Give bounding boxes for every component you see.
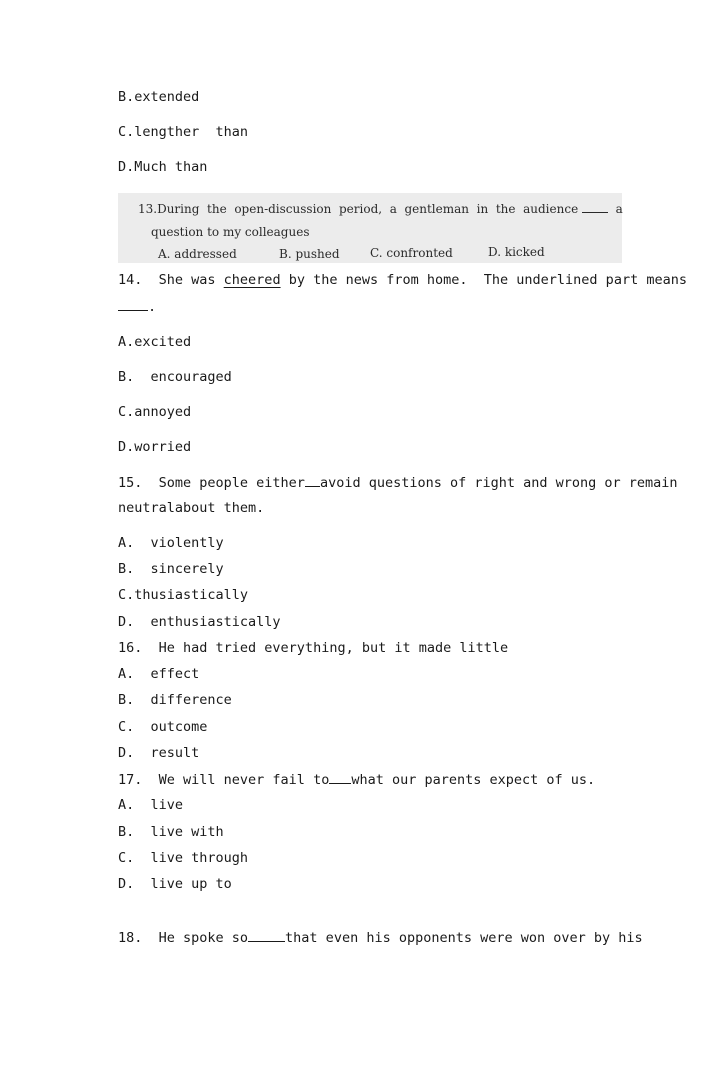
q14-underlined-word: cheered [223,272,281,288]
q16-option-d: D. result [118,745,200,761]
q14-stem-line2: . [118,298,156,315]
q16-option-c: C. outcome [118,719,208,735]
q16-stem: 16. He had tried everything, but it made little [118,640,509,656]
q14-option-d: D.worried [118,439,192,455]
q17-option-a: A. live [118,797,184,813]
q14-option-b: B. encouraged [118,369,232,385]
q17-option-c: C. live through [118,850,249,866]
q13-option-b: B. pushed [279,247,340,261]
q15-option-b: B. sincerely [118,561,224,577]
q13-blank [582,202,608,213]
q18-blank [248,929,285,942]
q15-option-a: A. violently [118,535,224,551]
q18-stem: 18. He spoke so that even his opponents were won over by his [118,930,643,946]
q14-stem: 14. She was cheered by the news from home. The underlined part means [118,272,687,288]
q17-option-d: D. live up to [118,876,232,892]
q14-blank [118,298,148,311]
q15-option-c: C.thusiastically [118,587,249,603]
q12-option-c: C.lengther than [118,124,249,140]
q14-option-a: A.excited [118,334,192,350]
q17-option-b: B. live with [118,824,224,840]
q13-scanned-image [118,193,622,263]
q13-line1: 13.During the open-discussion period, a gentleman in the audience a [138,202,623,216]
q17-blank [329,771,351,784]
q16-option-b: B. difference [118,692,232,708]
q12-option-b: B.extended [118,89,200,105]
q13-option-a: A. addressed [158,247,237,261]
q15-option-d: D. enthusiastically [118,614,281,630]
q16-option-a: A. effect [118,666,200,682]
q15-stem-line2: neutralabout them. [118,500,265,516]
q13-option-d: D. kicked [488,245,545,259]
q14-option-c: C.annoyed [118,404,192,420]
q15-blank [305,474,320,487]
q13-line2: question to my colleagues [151,225,310,239]
q12-option-d: D.Much than [118,159,208,175]
q17-stem: 17. We will never fail to what our parents expect of us. [118,772,596,788]
q13-option-c: C. confronted [370,246,453,260]
q15-stem: 15. Some people either avoid questions of right and wrong or remain [118,475,678,491]
